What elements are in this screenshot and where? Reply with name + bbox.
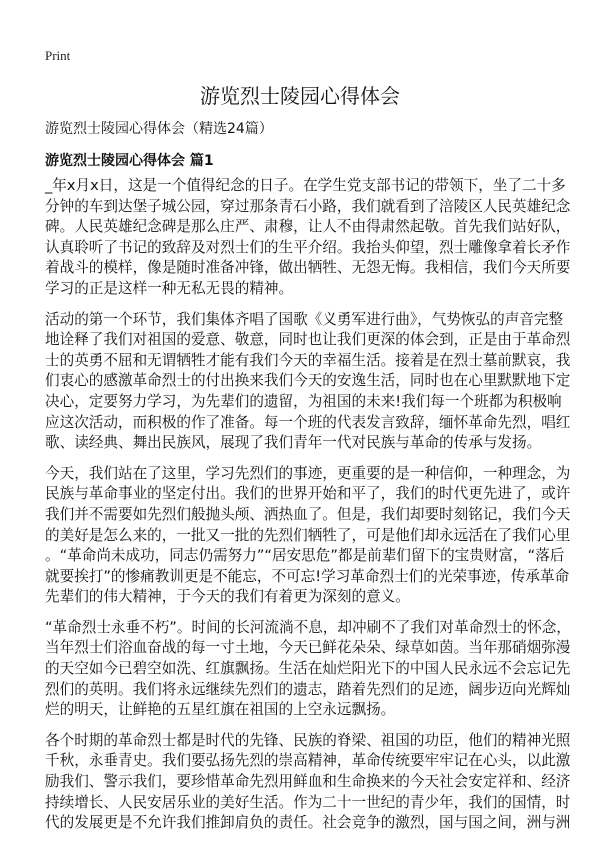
paragraph [45, 176, 571, 300]
paragraph [45, 731, 571, 834]
paragraph-line: 分钟的车到达堡子城公园，穿过那条青石小路，我们就看到了涪陵区人民英雄纪念 [45, 197, 571, 215]
paragraph-line: 学习的正是这样一种无私无畏的精神。 [45, 279, 294, 297]
paragraph-line: 先辈们的伟大精神，于今天的我们有着更为深刻的意义。 [45, 588, 410, 606]
paragraph-line: 地诠释了我们对祖国的爱意、敬意，同时也让我们更深的体会到，正是由于革命烈 [45, 331, 571, 349]
paragraph-line: 。“革命尚未成功，同志仍需努力”“居安思危”都是前辈们留下的宝贵财富，“落后 [45, 547, 565, 565]
paragraph-line: 我们并不需要如先烈们般抛头颅、洒热血了。但是，我们却要时刻铭记，我们今天 [45, 505, 571, 523]
paragraph-line: 活动的第一个环节，我们集体齐唱了国歌《义勇军进行曲》，气势恢弘的声音完整 [45, 310, 564, 328]
document-subtitle: 游览烈士陵园心得体会（精选24篇） [45, 121, 273, 137]
paragraph [45, 464, 571, 608]
paragraph-line: 烈们的英明。我们将永远继续先烈们的遗志，踏着先烈们的足迹，阔步迈向光辉灿 [45, 680, 571, 698]
paragraph-line: 决心，定要努力学习，为先辈们的遗留，为祖国的未来!我们每一个班都为积极响 [45, 392, 562, 410]
article-body [45, 176, 571, 844]
paragraph-line: 各个时期的革命烈士都是时代的先锋、民族的脊梁、祖国的功臣，他们的精神光照 [45, 731, 571, 749]
paragraph [45, 310, 571, 454]
paragraph-line: 民族与革命事业的坚定付出。我们的世界开始和平了，我们的时代更先进了，或许 [45, 485, 571, 503]
paragraph-line: _年x月x日，这是一个值得纪念的日子。在学生党支部书记的带领下，坐了二十多 [45, 177, 566, 194]
page-title: 游览烈士陵园心得体会 [200, 84, 400, 108]
paragraph-line: 着战斗的模样，像是随时准备冲锋，做出牺牲、无怨无悔。我相信，我们今天所要 [45, 259, 571, 277]
paragraph-line: 歌、读经典、舞出民族风，展现了我们青年一代对民族与革命的传承与发扬。 [45, 434, 542, 452]
paragraph-line: 烂的明天，让鲜艳的五星红旗在祖国的上空永远飘扬。 [45, 701, 396, 719]
paragraph-line: 千秋，永垂青史。我们要弘扬先烈的崇高精神，革命传统要牢牢记在心头，以此激 [45, 752, 571, 770]
paragraph-line: 们衷心的感激革命烈士的付出换来我们今天的安逸生活，同时也在心里默默地下定 [45, 372, 571, 390]
paragraph-line: 就要挨打”的惨痛教训更是不能忘，不可忘!学习革命烈士们的光荣事迹，传承革命 [45, 567, 570, 585]
paragraph-line: “革命烈士永垂不朽”。时间的长河流淌不息，却冲刷不了我们对革命烈士的怀念， [45, 618, 571, 636]
paragraph-line: 当年烈士们浴血奋战的每一寸土地，今天已鲜花朵朵、绿草如茵。当年那硝烟弥漫 [45, 639, 571, 657]
paragraph-line: 应这次活动，而积极的作了准备。每一个班的代表发言致辞，缅怀革命先烈，唱红 [45, 413, 571, 431]
paragraph-line: 认真聆听了书记的致辞及对烈士们的生平介绍。我抬头仰望，烈士雕像拿着长矛作 [45, 238, 571, 256]
paragraph-line: 今天，我们站在了这里，学习先烈们的事迹，更重要的是一种信仰，一种理念，为 [45, 464, 571, 482]
paragraph-line: 的美好是怎么来的，一批又一批的先烈们牺牲了，可是他们却永远活在了我们心里 [45, 526, 571, 544]
paragraph-line: 的天空如今已碧空如洗、红旗飘扬。生活在灿烂阳光下的中国人民永远不会忘记先 [45, 660, 571, 678]
paragraph-line: 励我们、警示我们，要珍惜革命先烈用鲜血和生命换来的今天社会安定祥和、经济 [45, 773, 571, 791]
paragraph [45, 618, 571, 721]
section-heading: 游览烈士陵园心得体会 篇1 [45, 153, 214, 169]
paragraph-line: 持续增长、人民安居乐业的美好生活。作为二十一世纪的青少年，我们的国情，时 [45, 793, 571, 811]
print-link[interactable]: Print [45, 48, 71, 63]
paragraph-line: 碑。人民英雄纪念碑是那么庄严、肃穆，让人不由得肃然起敬。首先我们站好队， [45, 218, 571, 236]
paragraph-line: 代的发展更是不允许我们推卸肩负的责任。社会竞争的激烈，国与国之间，洲与洲 [45, 814, 571, 832]
paragraph-line: 士的英勇不屈和无谓牺牲才能有我们今天的幸福生活。接着是在烈士墓前默哀，我 [45, 351, 571, 369]
